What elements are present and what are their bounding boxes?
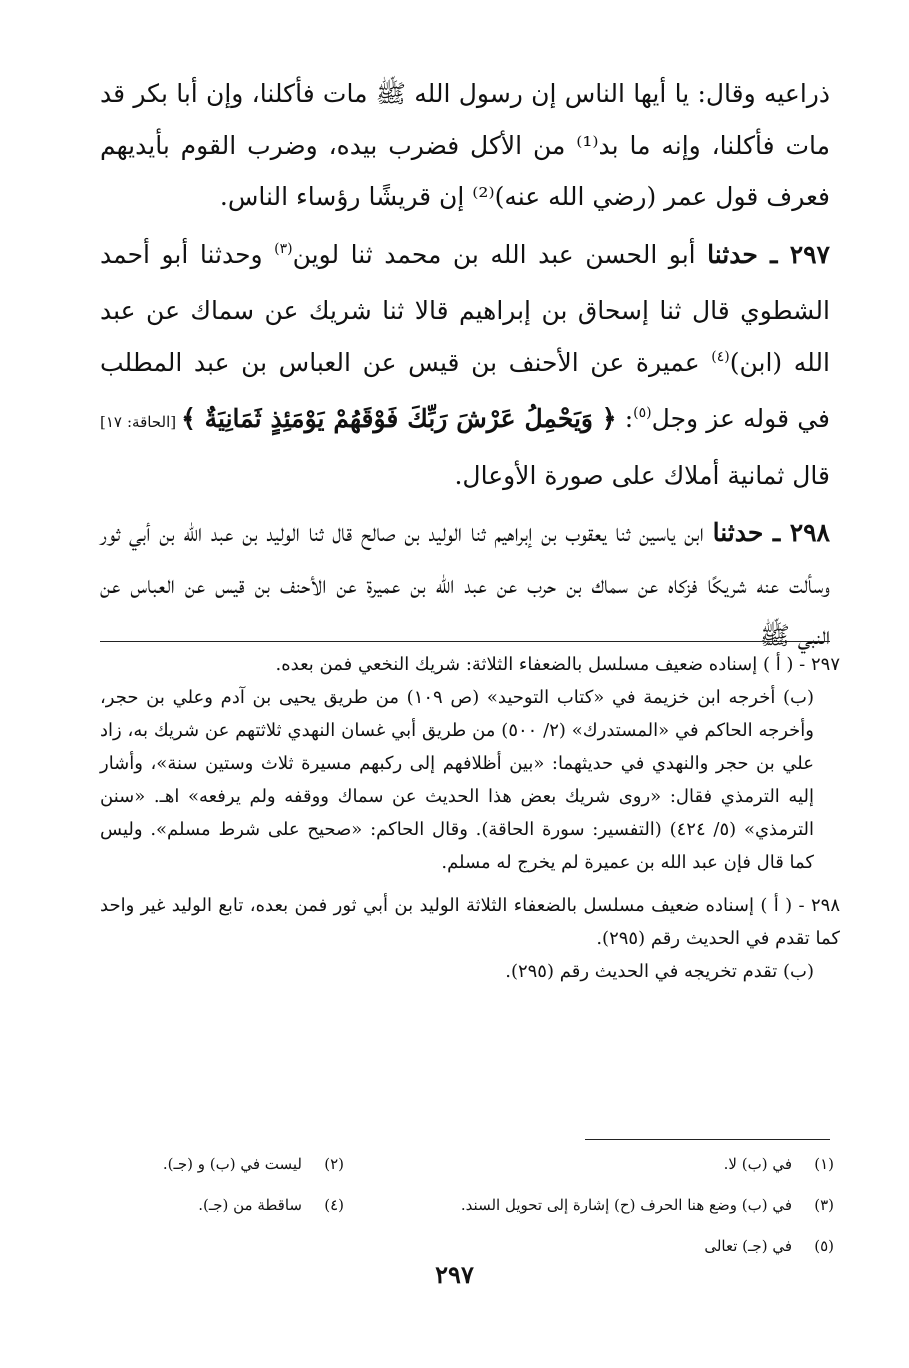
note-298-a: ٢٩٨ - ( أ ) إسناده ضعيف مسلسل بالضعفاء الثلاثة الوليد بن أبي ثور فمن بعده، تابع الوليد غير واحد كما تقدم في الحديث رقم (٢٩٥).	[100, 895, 840, 949]
notes-divider	[100, 641, 830, 642]
footnote-number: (٢)	[324, 1155, 344, 1173]
hadith-297-text-a: أبو الحسن عبد الله بن محمد ثنا لوين	[292, 239, 708, 269]
page-number: ٢٩٧	[435, 1260, 474, 1289]
footnote-ref-3[interactable]: (٣)	[274, 240, 293, 257]
verse-reference: [الحاقة: ١٧]	[100, 413, 182, 431]
hadith-298-number: ٢٩٨ ـ حدثنا	[712, 518, 830, 547]
hadith-298	[100, 507, 830, 662]
footnote-number: (١)	[814, 1155, 834, 1173]
footnote-text: في (جـ) تعالى	[704, 1237, 792, 1255]
main-text	[100, 68, 830, 662]
footnote-number: (٣)	[814, 1196, 834, 1214]
footnote-text: في (ب) وضع هنا الحرف (ح) إشارة إلى تحويل السند.	[460, 1196, 792, 1214]
hadith-297-text-b: وحدثنا أبو أحمد الشطوي قال ثنا إسحاق بن إبراهيم قالا ثنا شريك عن سماك عن عبد الله (ابن)	[100, 239, 830, 377]
footnote-ref-5[interactable]: (٥)	[633, 405, 652, 421]
footnote-ref-4[interactable]: (٤)	[711, 348, 730, 365]
note-297-b: (ب) أخرجه ابن خزيمة في «كتاب التوحيد» (ص ١٠٩) من طريق يحيى بن آدم وعلي بن حجر، وأخرجه الحاكم في «المستدرك» (٢/ ٥٠٠) من طريق أبي غسان النهدي ثلاثتهم عن شريك به، زاد علي بن حجر والنهدي في حديثهما: «بين أظلافهم إلى ركبهم مسيرة ثلاث وستين سنة»، وأشار إليه الترمذي فقال: «روى شريك بعض هذا الحديث عن سماك ووقفه ولم يرفعه» اهـ. «سنن الترمذي» (٥/ ٤٢٤) (التفسير: سورة الحاقة). وقال الحاكم: «صحيح على شرط مسلم». وليس كما قال فإن عبد الله بن عميرة لم يخرج له مسلم.	[100, 687, 815, 873]
footnote-1	[724, 1155, 834, 1173]
note-297-a: ٢٩٧ - ( أ ) إسناده ضعيف مسلسل بالضعفاء الثلاثة: شريك النخعي فمن بعده.	[275, 654, 840, 675]
hadith-298-text: ابن ياسين ثنا يعقوب بن إبراهيم ثنا الوليد بن صالح قال ثنا الوليد بن عبد الله بن أبي ثور وسألت عنه شريكًا فزكاه عن سماك بن حرب عن عبد الله بن عميرة عن الأحنف بن قيس عن العباس عن النبي ﷺ	[100, 518, 830, 650]
hadith-297-text-c: عميرة عن الأحنف بن قيس عن العباس بن عبد المطلب في قوله عز وجل	[100, 347, 830, 433]
hadith-297	[100, 229, 830, 502]
footnote-text: ساقطة من (جـ).	[198, 1196, 302, 1214]
footnote-number: (٤)	[324, 1196, 344, 1214]
hadith-297-number: ٢٩٧ ـ حدثنا	[707, 239, 830, 269]
hadith-297-text-d: :	[616, 404, 634, 433]
footnote-number: (٥)	[814, 1237, 834, 1255]
footnote-5	[704, 1237, 834, 1255]
footnote-text: في (ب) لا.	[723, 1155, 792, 1173]
paragraph-continuation: ذراعيه وقال: يا أيها الناس إن رسول الله ﷺ مات فأكلنا، وإن أبا بكر قد مات فأكلنا، وإنه ما بد⁽¹⁾ من الأكل فضرب بيده، وضرب القوم بأيديهم فعرف قول عمر (رضي الله عنه)⁽²⁾ إن قريشًا رؤساء الناس.	[100, 79, 830, 211]
footnote-2	[163, 1155, 344, 1173]
quran-verse: ﴿ وَيَحْمِلُ عَرْشَ رَبِّكَ فَوْقَهُمْ يَوْمَئِذٍ ثَمَانِيَةٌ ﴾	[181, 404, 617, 433]
hadith-297-text-e: قال ثمانية أملاك على صورة الأوعال.	[454, 460, 830, 490]
footnote-3	[461, 1196, 834, 1214]
footnote-text: ليست في (ب) و (جـ).	[162, 1155, 302, 1173]
note-298-b: (ب) تقدم تخريجه في الحديث رقم (٢٩٥).	[505, 961, 814, 982]
commentary-notes	[100, 648, 840, 988]
footnote-4	[198, 1196, 344, 1214]
footnotes-divider	[585, 1139, 830, 1140]
